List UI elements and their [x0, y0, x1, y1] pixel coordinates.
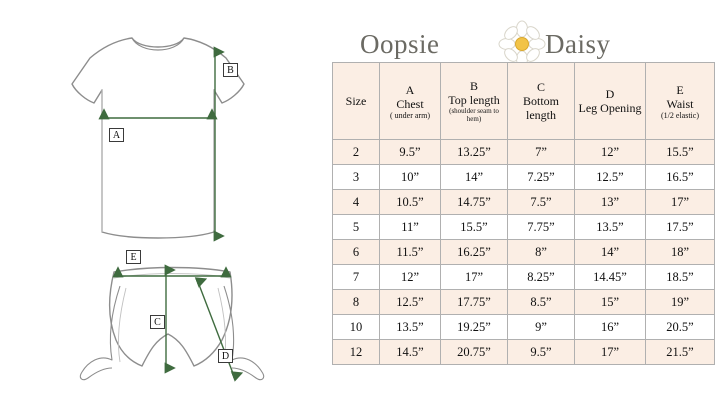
header-leg-opening — [575, 63, 646, 140]
cell-top-length: 20.75” — [441, 340, 508, 365]
measure-label-b: B — [223, 63, 238, 77]
header-e-name: Waist — [666, 96, 694, 111]
cell-size: 8 — [333, 290, 380, 315]
header-chest — [380, 63, 441, 140]
size-chart-table — [332, 62, 715, 365]
header-d-letter: D — [605, 87, 615, 101]
daisy-flower-icon — [498, 20, 546, 68]
cell-top-length: 14.75” — [441, 190, 508, 215]
cell-chest: 12” — [380, 265, 441, 290]
garment-illustration-svg — [8, 10, 318, 395]
cell-chest: 14.5” — [380, 340, 441, 365]
logo-word-oopsie: Oopsie — [360, 29, 440, 59]
header-b-letter: B — [469, 79, 478, 93]
header-a-sub: ( under arm) — [390, 110, 430, 120]
table-row — [333, 340, 715, 365]
table-row — [333, 265, 715, 290]
measure-label-e: E — [126, 250, 141, 264]
cell-chest: 13.5” — [380, 315, 441, 340]
cell-waist: 18” — [646, 240, 715, 265]
cell-top-length: 13.25” — [441, 140, 508, 165]
cell-leg-opening: 13.5” — [575, 215, 646, 240]
header-a-name: Chest — [396, 96, 424, 111]
cell-leg-opening: 14.45” — [575, 265, 646, 290]
cell-chest: 11” — [380, 215, 441, 240]
header-top-length — [441, 63, 508, 140]
cell-waist: 18.5” — [646, 265, 715, 290]
measure-label-c: C — [150, 315, 165, 329]
garment-diagram — [8, 10, 318, 395]
header-e-sub: (1/2 elastic) — [661, 110, 699, 120]
cell-size: 4 — [333, 190, 380, 215]
table-row — [333, 140, 715, 165]
table-row — [333, 290, 715, 315]
header-waist — [646, 63, 715, 140]
cell-bottom-length: 9.5” — [508, 340, 575, 365]
measure-label-d: D — [218, 349, 233, 363]
measure-label-a: A — [109, 128, 124, 142]
table-row — [333, 215, 715, 240]
cell-bottom-length: 8.5” — [508, 290, 575, 315]
table-row — [333, 240, 715, 265]
top-garment-shape — [72, 38, 244, 238]
cell-chest: 9.5” — [380, 140, 441, 165]
cell-leg-opening: 17” — [575, 340, 646, 365]
cell-leg-opening: 13” — [575, 190, 646, 215]
cell-size: 5 — [333, 215, 380, 240]
cell-bottom-length: 9” — [508, 315, 575, 340]
table-row — [333, 165, 715, 190]
cell-leg-opening: 15” — [575, 290, 646, 315]
table-header-row — [333, 63, 715, 140]
cell-top-length: 16.25” — [441, 240, 508, 265]
cell-waist: 21.5” — [646, 340, 715, 365]
header-d-name: Leg Opening — [578, 101, 642, 115]
cell-top-length: 17.75” — [441, 290, 508, 315]
cell-bottom-length: 8.25” — [508, 265, 575, 290]
table-row — [333, 315, 715, 340]
logo-word-daisy: Daisy — [545, 29, 611, 59]
bottom-garment-shape — [80, 268, 263, 380]
cell-size: 6 — [333, 240, 380, 265]
cell-waist: 20.5” — [646, 315, 715, 340]
cell-top-length: 14” — [441, 165, 508, 190]
cell-top-length: 17” — [441, 265, 508, 290]
header-a-letter: A — [405, 82, 415, 97]
cell-leg-opening: 12.5” — [575, 165, 646, 190]
cell-top-length: 15.5” — [441, 215, 508, 240]
header-c-letter: C — [536, 80, 545, 94]
header-c-name: Bottom length — [522, 94, 559, 122]
cell-waist: 15.5” — [646, 140, 715, 165]
header-size — [333, 63, 380, 140]
cell-bottom-length: 8” — [508, 240, 575, 265]
cell-chest: 10” — [380, 165, 441, 190]
cell-waist: 17” — [646, 190, 715, 215]
cell-bottom-length: 7.75” — [508, 215, 575, 240]
cell-bottom-length: 7.5” — [508, 190, 575, 215]
cell-leg-opening: 14” — [575, 240, 646, 265]
cell-bottom-length: 7.25” — [508, 165, 575, 190]
cell-size: 2 — [333, 140, 380, 165]
header-size-label: Size — [345, 94, 367, 108]
cell-chest: 12.5” — [380, 290, 441, 315]
cell-leg-opening: 12” — [575, 140, 646, 165]
cell-size: 10 — [333, 315, 380, 340]
cell-top-length: 19.25” — [441, 315, 508, 340]
header-e-letter: E — [676, 82, 684, 97]
cell-bottom-length: 7” — [508, 140, 575, 165]
cell-size: 7 — [333, 265, 380, 290]
cell-leg-opening: 16” — [575, 315, 646, 340]
header-b-name: Top length — [448, 93, 500, 107]
cell-chest: 10.5” — [380, 190, 441, 215]
cell-waist: 19” — [646, 290, 715, 315]
cell-size: 12 — [333, 340, 380, 365]
cell-waist: 16.5” — [646, 165, 715, 190]
cell-chest: 11.5” — [380, 240, 441, 265]
cell-size: 3 — [333, 165, 380, 190]
header-b-tiny: (shoulder seam to hem) — [449, 107, 499, 123]
header-bottom-length — [508, 63, 575, 140]
table-row — [333, 190, 715, 215]
cell-waist: 17.5” — [646, 215, 715, 240]
